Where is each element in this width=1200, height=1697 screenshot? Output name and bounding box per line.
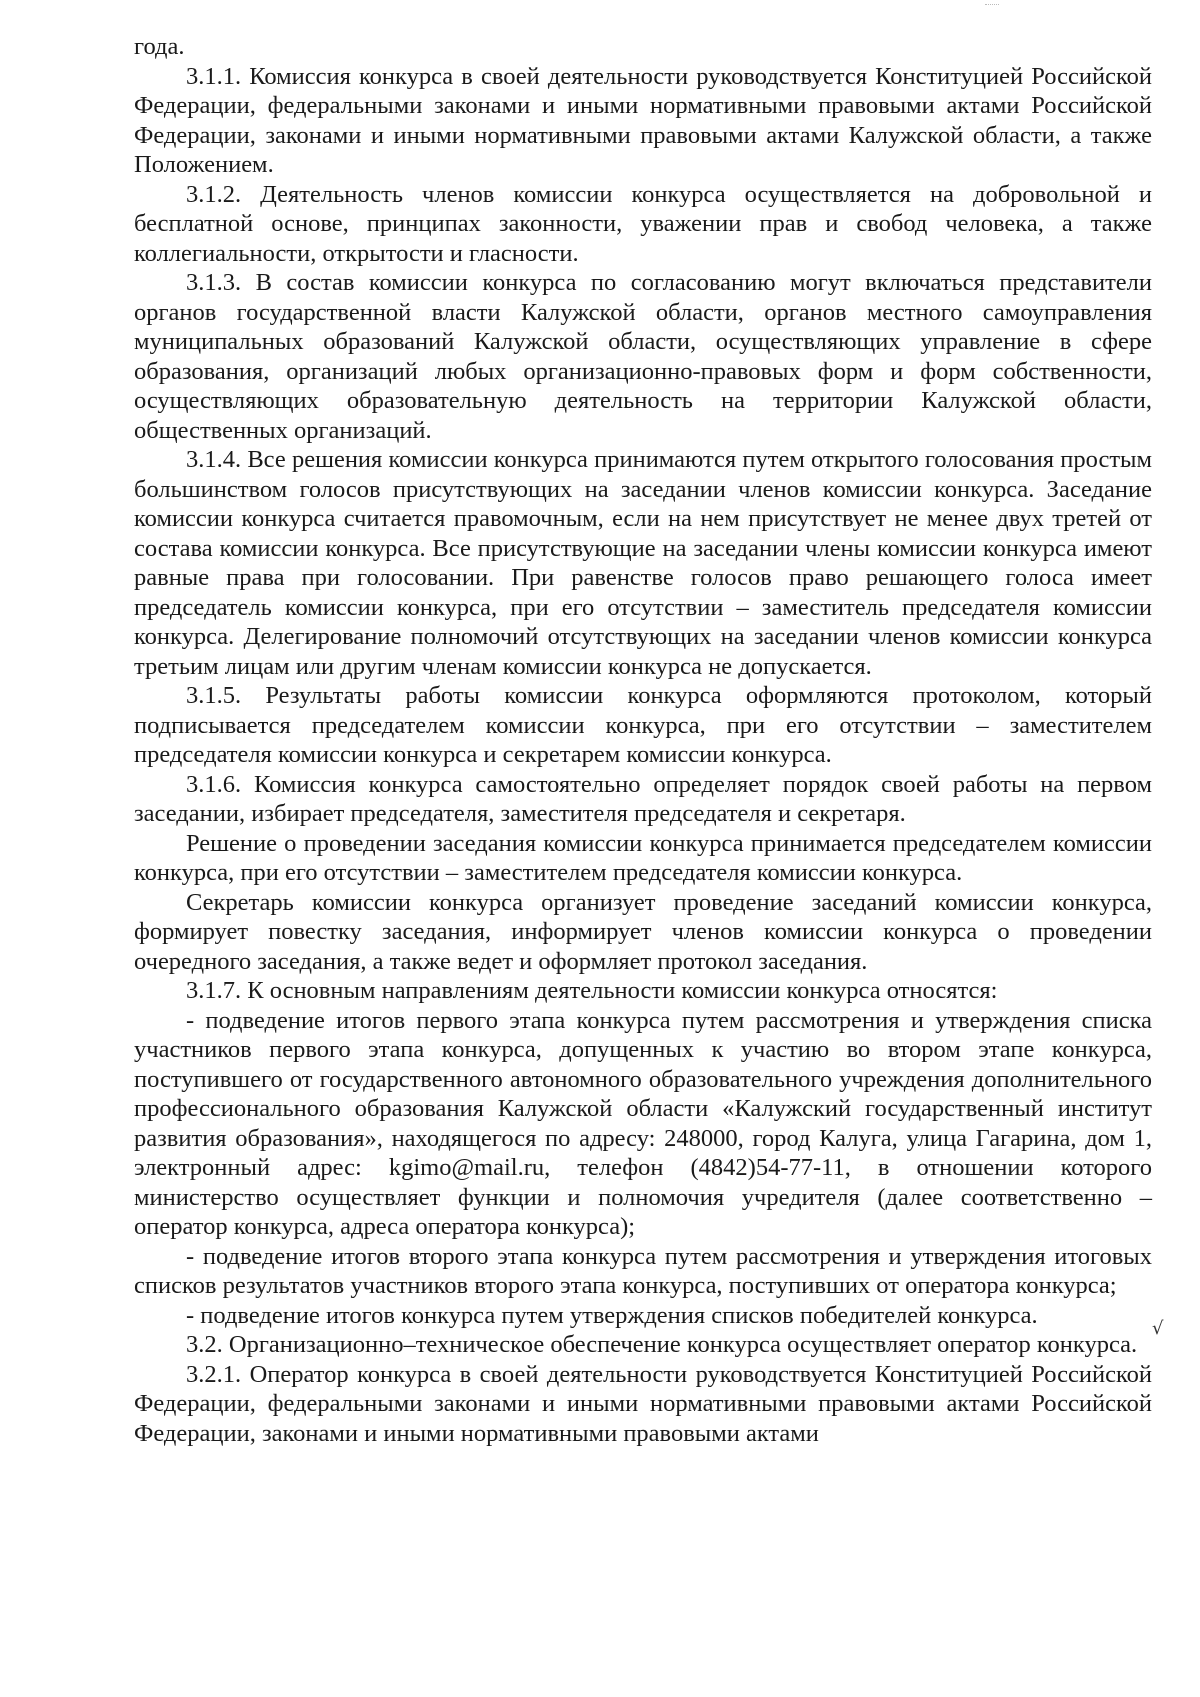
paragraph-3-1-3: 3.1.3. В состав комиссии конкурса по согласованию могут включаться представители органов государственной власти Калужской области, органов местного самоуправления муниципальных образований Калужской области, осуществляющих управление в сфере образования, организаций любых организационно-правовых форм и форм собственности, осуществляющих образовательную деятельность на территории Калужской области, общественных организаций. (134, 269, 1152, 444)
handwritten-check-mark: √ (1152, 1318, 1164, 1339)
paragraph-3-1-4: 3.1.4. Все решения комиссии конкурса принимаются путем открытого голосования простым большинством голосов присутствующих на заседании членов комиссии конкурса. Заседание комиссии конкурса считается правомочным, если на нем присутствует не менее двух третей от состава комиссии конкурса. Все присутствующие на заседании члены комиссии конкурса имеют равные права при голосовании. При равенстве голосов право решающего голоса имеет председатель комиссии конкурса, при его отсутствии – заместитель председателя комиссии конкурса. Делегирование полномочий отсутствующих на заседании членов комиссии конкурса третьим лицам или другим членам комиссии конкурса не допускается. (134, 446, 1152, 680)
paragraph-3-1-2: 3.1.2. Деятельность членов комиссии конкурса осуществляется на добровольной и бесплатной основе, принципах законности, уважении прав и свобод человека, а также коллегиальности, открытости и гласности. (134, 180, 1152, 267)
list-item-first-stage: - подведение итогов первого этапа конкурса путем рассмотрения и утверждения списка участников первого этапа конкурса, допущенных к участию во втором этапе конкурса, поступившего от государственного автономного образовательного учреждения дополнительного профессионального образования Калужской области «Калужский государственный институт развития образования», находящегося по адресу: 248000, город Калуга, улица Гагарина, дом 1, электронный адрес: kgimo@mail.ru, телефон (4842)54-77-11, в отношении которого министерство осуществляет функции и полномочия учредителя (далее соответственно – оператор конкурса, адреса оператора конкурса); (134, 1006, 1152, 1240)
paragraph-3-1-7: 3.1.7. К основным направлениям деятельности комиссии конкурса относятся: (186, 977, 998, 1004)
paragraph-3-2: 3.2. Организационно–техническое обеспечение конкурса осуществляет оператор конкурса. (186, 1331, 1138, 1358)
paragraph-3-1-5: 3.1.5. Результаты работы комиссии конкурса оформляются протоколом, который подписывается председателем комиссии конкурса, при его отсутствии – заместителем председателя комиссии конкурса и секретарем комиссии конкурса. (134, 682, 1152, 768)
paragraph-3-1-6: 3.1.6. Комиссия конкурса самостоятельно определяет порядок своей работы на первом заседании, избирает председателя, заместителя председателя и секретаря. (134, 770, 1152, 827)
paragraph-3-1-1: 3.1.1. Комиссия конкурса в своей деятельности руководствуется Конституцией Российской Федерации, федеральными законами и иными нормативными правовыми актами Российской Федерации, законами и иными нормативными правовыми актами Калужской области, а также Положением. (134, 62, 1152, 178)
list-item-second-stage: - подведение итогов второго этапа конкурса путем рассмотрения и утверждения итоговых списков результатов участников второго этапа конкурса, поступивших от оператора конкурса; (134, 1242, 1152, 1299)
document-body (134, 32, 1152, 1448)
paragraph-meeting-decision: Решение о проведении заседания комиссии конкурса принимается председателем комиссии конкурса, при его отсутствии – заместителем председателя комиссии конкурса. (134, 829, 1152, 886)
paragraph-3-2-1: 3.2.1. Оператор конкурса в своей деятельности руководствуется Конституцией Российской Федерации, федеральными законами и иными нормативными правовыми актами Российской Федерации, законами и иными нормативными правовыми актами (134, 1360, 1152, 1447)
paragraph-continuation: года. (134, 33, 185, 60)
list-item-winners: - подведение итогов конкурса путем утверждения списков победителей конкурса. (186, 1301, 1038, 1329)
scan-artifact (985, 4, 999, 7)
paragraph-secretary: Секретарь комиссии конкурса организует проведение заседаний комиссии конкурса, формирует повестку заседания, информирует членов комиссии конкурса о проведении очередного заседания, а также ведет и оформляет протокол заседания. (134, 888, 1152, 975)
